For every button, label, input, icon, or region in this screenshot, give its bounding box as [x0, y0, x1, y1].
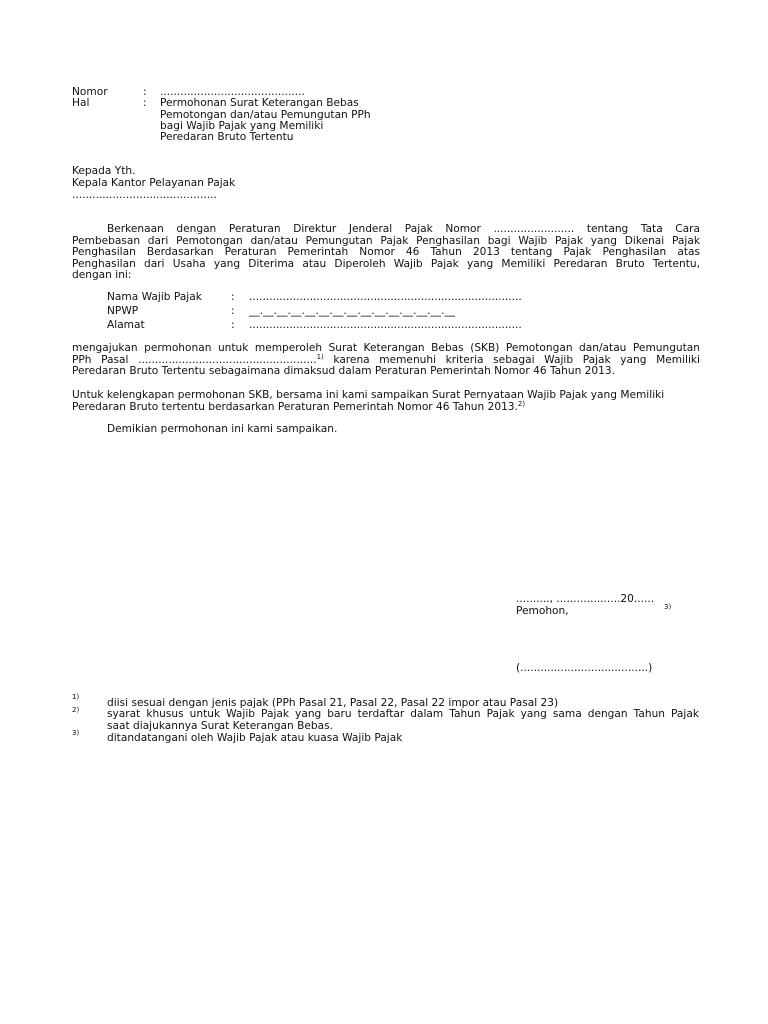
- request-line-part: karena memenuhi kriteria sebagai Wajib Pajak yang Memiliki: [323, 354, 700, 366]
- footnote-mark: 1): [72, 693, 80, 701]
- footnote-mark: 3): [72, 729, 80, 737]
- footnote-ref: 3): [664, 603, 672, 611]
- field-value-npwp: __.__.__.__.__.__.__.__.__.__.__.__.__.__.__: [249, 305, 456, 317]
- intro-line: dengan ini:: [72, 269, 132, 281]
- intro-line: Pembebasan dari Pemotongan dan/atau Pemungutan Pajak Penghasilan bagi Wajib Pajak yang Dikenai Pajak: [72, 235, 700, 247]
- request-line-part: PPh Pasal .....................................................: [72, 354, 317, 366]
- closing-text: Demikian permohonan ini kami sampaikan.: [107, 423, 338, 435]
- applicant-label: Pemohon,: [516, 605, 569, 617]
- field-colon: :: [231, 291, 235, 303]
- hal-line: Peredaran Bruto Tertentu: [160, 131, 294, 143]
- footnote-mark: 2): [72, 706, 80, 714]
- request-line: Peredaran Bruto Tertentu sebagaimana dimaksud dalam Peraturan Pemerintah Nomor 46 Tahun 2013.: [72, 365, 615, 377]
- nomor-value: ...........................................: [160, 86, 305, 98]
- field-label-name: Nama Wajib Pajak: [107, 291, 202, 303]
- intro-line: Berkenaan dengan Peraturan Direktur Jenderal Pajak Nomor ........................ tentang Tata Cara: [107, 223, 700, 235]
- hal-colon: :: [143, 97, 147, 109]
- hal-label: Hal: [72, 97, 90, 109]
- hal-line: Permohonan Surat Keterangan Bebas: [160, 97, 359, 109]
- recipient-greeting: Kepada Yth.: [72, 165, 136, 177]
- intro-line: Penghasilan dari Usaha yang Diterima atau Diperoleh Wajib Pajak yang Memiliki Peredaran Bruto Tertentu,: [72, 258, 700, 270]
- request-line: mengajukan permohonan untuk memperoleh Surat Keterangan Bebas (SKB) Pemotongan dan/atau Pemungutan: [72, 342, 700, 354]
- footnote-text: syarat khusus untuk Wajib Pajak yang baru terdaftar dalam Tahun Pajak yang sama dengan Tahun Pajak: [107, 708, 699, 720]
- signature-name-blank: (......................................): [516, 662, 653, 674]
- field-colon: :: [231, 305, 235, 317]
- field-value-name: .................................................................................: [249, 291, 522, 303]
- field-label-npwp: NPWP: [107, 305, 139, 317]
- intro-line: Penghasilan Berdasarkan Peraturan Pemerintah Nomor 46 Tahun 2013 tentang Pajak Penghasilan atas: [72, 246, 700, 258]
- footnote-ref: 2): [517, 400, 526, 408]
- attach-line: Untuk kelengkapan permohonan SKB, bersama ini kami sampaikan Surat Pernyataan Wajib Pajak yang Memiliki: [72, 389, 665, 401]
- hal-line: Pemotongan dan/atau Pemungutan PPh: [160, 109, 371, 121]
- nomor-label: Nomor: [72, 86, 108, 98]
- nomor-colon: :: [143, 86, 147, 98]
- hal-line: bagi Wajib Pajak yang Memiliki: [160, 120, 324, 132]
- field-label-address: Alamat: [107, 319, 145, 331]
- place-date: .........., ...................20......: [516, 593, 655, 605]
- recipient-office: Kepala Kantor Pelayanan Pajak: [72, 177, 236, 189]
- field-value-address: .................................................................................: [249, 319, 522, 331]
- footnote-text: diisi sesuai dengan jenis pajak (PPh Pasal 21, Pasal 22, Pasal 22 impor atau Pasal 23): [107, 697, 559, 709]
- attach-line-part: Peredaran Bruto tertentu berdasarkan Peraturan Pemerintah Nomor 46 Tahun 2013.: [72, 401, 518, 413]
- recipient-blank: ...........................................: [72, 189, 217, 201]
- attach-line: [72, 401, 700, 413]
- field-colon: :: [231, 319, 235, 331]
- footnote-text: saat diajukannya Surat Keterangan Bebas.: [107, 720, 334, 732]
- footnote-ref: 1): [316, 353, 324, 361]
- footnote-text: ditandatangani oleh Wajib Pajak atau kuasa Wajib Pajak: [107, 732, 403, 744]
